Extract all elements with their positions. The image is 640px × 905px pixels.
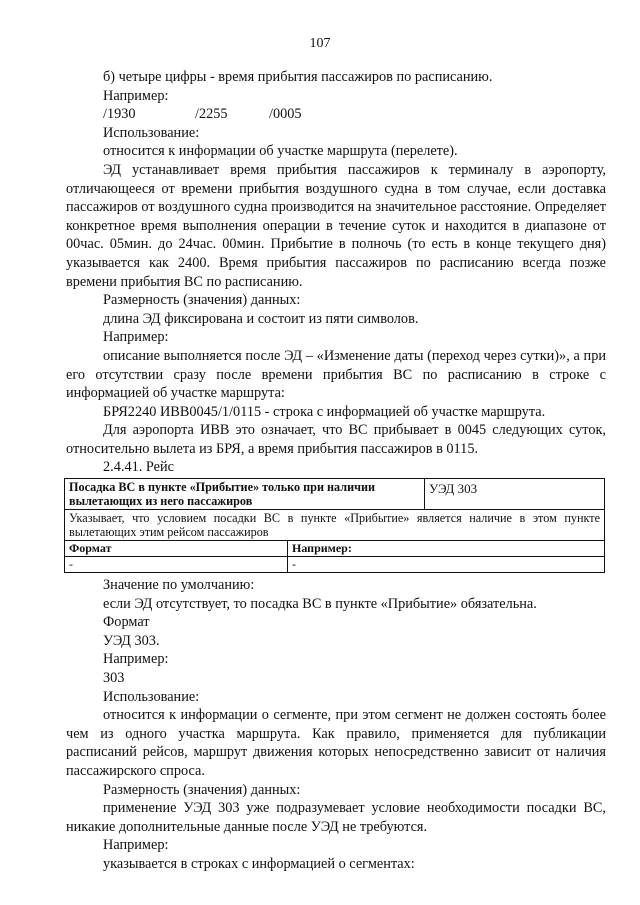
paragraph: УЭД 303.: [103, 632, 160, 649]
table-example-value: -: [288, 557, 605, 573]
table-example-header: Например:: [288, 541, 605, 557]
paragraph: Например:: [103, 329, 169, 346]
paragraph: описание выполняется после ЭД – «Изменение даты (переход через сутки)», а при его отсутствии сразу после времени прибытия ВС по расписанию в строке с информацией об участке маршрута:: [66, 347, 606, 402]
element-spec-table: [64, 478, 605, 573]
paragraph: Использование:: [103, 124, 200, 141]
paragraph: б) четыре цифры - время прибытия пассажиров по расписанию.: [103, 69, 493, 85]
paragraph: Например:: [103, 837, 169, 854]
paragraph: БРЯ2240 ИВВ0045/1/0115 - строка с информацией об участке маршрута.: [103, 403, 546, 420]
paragraph: Размерность (значения) данных:: [103, 292, 301, 309]
table-row: [65, 541, 605, 557]
table-row: [65, 510, 605, 541]
table-row: [65, 479, 605, 510]
section-heading: 2.4.41. Рейс: [103, 459, 174, 476]
paragraph: Например:: [103, 651, 169, 668]
paragraph: если ЭД отсутствует, то посадка ВС в пункте «Прибытие» обязательна.: [103, 595, 537, 612]
paragraph: Например:: [103, 87, 169, 104]
paragraph: Формат: [103, 614, 150, 631]
example-values-row: [66, 105, 606, 124]
example-value: /1930: [103, 106, 136, 123]
paragraph: Размерность (значения) данных:: [103, 781, 301, 798]
paragraph: Для аэропорта ИВВ это означает, что ВС прибывает в 0045 следующих суток, относительно вылета из БРЯ, а время прибытия пассажиров в 0115.: [66, 422, 606, 457]
paragraph: указывается в строках с информацией о сегментах:: [103, 855, 415, 872]
table-title-cell: Посадка ВС в пункте «Прибытие» только при наличии вылетающих из него пассажиров: [65, 479, 425, 510]
paragraph: 303: [103, 670, 125, 687]
paragraph: относится к информации об участке маршрута (перелете).: [103, 143, 458, 160]
table-row: [65, 557, 605, 573]
paragraph: относится к информации о сегменте, при этом сегмент не должен состоять более чем из одного участка маршрута. Как правило, применяется для публикации расписаний рейсов, маршрут движения которых непосредственно зависит от наличия пассажирского спроса.: [66, 707, 606, 779]
document-body: [66, 68, 606, 874]
paragraph: применение УЭД 303 уже подразумевает условие необходимости посадки ВС, никакие дополнительные данные после УЭД не требуются.: [66, 800, 606, 835]
table-format-value: -: [65, 557, 288, 573]
table-description-cell: Указывает, что условием посадки ВС в пункте «Прибытие» является наличие в этом пункте вылетающих этим рейсом пассажиров: [65, 510, 605, 541]
example-value: /0005: [269, 106, 302, 123]
page-number: 107: [309, 36, 331, 51]
paragraph: ЭД устанавливает время прибытия пассажиров к терминалу в аэропорту, отличающееся от времени прибытия воздушного судна в том случае, если доставка пассажиров от воздушного судна производится на значительное расстояние. Определяет конкретное время выполнения операции в течение суток и находится в диапазоне от 00час. 05мин. до 24час. 00мин. Прибытие в полночь (то есть в конце текущего дня) указывается как 2400. Время прибытия пассажиров по расписанию всегда позже времени прибытия ВС по расписанию.: [66, 161, 606, 290]
table-format-header: Формат: [65, 541, 288, 557]
paragraph: Значение по умолчанию:: [103, 577, 255, 594]
paragraph: Использование:: [103, 688, 200, 705]
example-value: /2255: [195, 106, 228, 123]
table-code-cell: УЭД 303: [425, 479, 605, 510]
paragraph: длина ЭД фиксирована и состоит из пяти символов.: [103, 310, 419, 327]
